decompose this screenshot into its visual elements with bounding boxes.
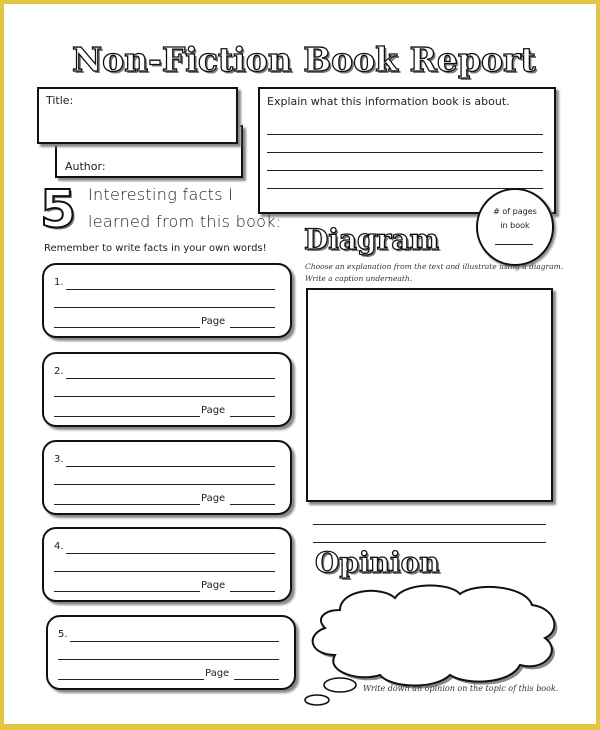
fact-line[interactable] [54, 327, 200, 328]
page-number-line[interactable] [230, 591, 275, 592]
fact-line[interactable] [54, 307, 275, 308]
fact-box-4[interactable] [42, 527, 292, 602]
opinion-caption: Write down an opinion on the topic of this book. [363, 684, 559, 693]
diagram-instruction-2: Write a caption underneath. [305, 274, 413, 283]
pages-line [495, 244, 533, 245]
caption-line[interactable] [313, 542, 546, 543]
title-box[interactable] [37, 87, 238, 144]
fact-line[interactable] [70, 641, 279, 642]
caption-line[interactable] [313, 524, 546, 525]
thought-bubble-small [324, 678, 356, 692]
fact-line[interactable] [54, 416, 200, 417]
writing-line [267, 134, 543, 135]
thought-bubble-tiny [305, 695, 329, 705]
fact-line[interactable] [66, 553, 275, 554]
fact-number: 5. [58, 629, 68, 640]
page-label: Page [201, 316, 226, 327]
worksheet-page [4, 4, 596, 724]
writing-line [267, 170, 543, 171]
facts-heading-line1: Interesting facts I [88, 185, 234, 204]
fact-box-2[interactable] [42, 352, 292, 427]
facts-reminder: Remember to write facts in your own words! [44, 243, 267, 254]
fact-line[interactable] [58, 659, 279, 660]
fact-line[interactable] [66, 378, 275, 379]
big-five-number: 5 [40, 180, 77, 240]
page-number-line[interactable] [230, 504, 275, 505]
diagram-heading: Diagram [304, 223, 440, 256]
fact-box-1[interactable] [42, 263, 292, 338]
fact-number: 4. [54, 541, 64, 552]
page-label: Page [201, 580, 226, 591]
fact-number: 1. [54, 277, 64, 288]
fact-line[interactable] [54, 484, 275, 485]
fact-number: 3. [54, 454, 64, 465]
writing-line [267, 152, 543, 153]
explain-label: Explain what this information book is about. [267, 95, 510, 108]
page-label: Page [201, 405, 226, 416]
page-number-line[interactable] [234, 679, 279, 680]
title-label: Title: [46, 94, 74, 107]
fact-line[interactable] [54, 396, 275, 397]
fact-line[interactable] [54, 504, 200, 505]
pages-label-1: # of pages [493, 207, 537, 216]
fact-line[interactable] [54, 591, 200, 592]
pages-circle[interactable] [476, 188, 554, 266]
opinion-heading: Opinion [315, 546, 440, 579]
fact-box-5[interactable] [46, 615, 296, 690]
fact-line[interactable] [66, 289, 275, 290]
writing-line [267, 188, 543, 189]
pages-label-2: in book [500, 221, 530, 230]
fact-box-3[interactable] [42, 440, 292, 515]
fact-line[interactable] [58, 679, 204, 680]
page-label: Page [201, 493, 226, 504]
page-number-line[interactable] [230, 416, 275, 417]
author-label: Author: [65, 160, 106, 173]
page-label: Page [205, 668, 230, 679]
page-title: Non-Fiction Book Report [72, 40, 536, 79]
diagram-instruction-1: Choose an explanation from the text and illustrate using a diagram. [305, 262, 564, 271]
diagram-drawing-area[interactable] [306, 288, 553, 502]
page-number-line[interactable] [230, 327, 275, 328]
facts-heading-line2: learned from this book: [88, 212, 282, 231]
fact-line[interactable] [54, 571, 275, 572]
fact-number: 2. [54, 366, 64, 377]
fact-line[interactable] [66, 466, 275, 467]
